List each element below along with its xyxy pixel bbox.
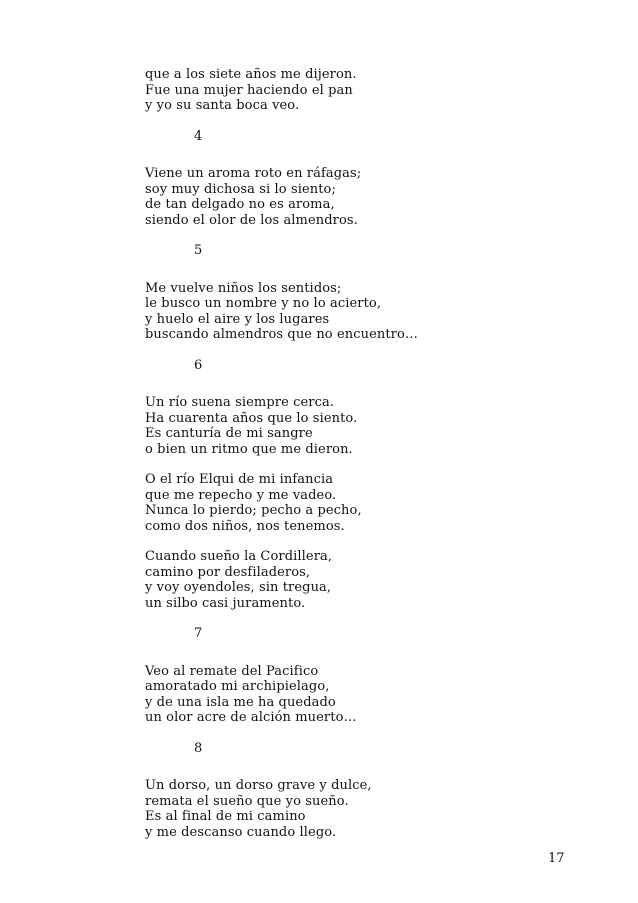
verse-line: o bien un ritmo que me dieron. (145, 441, 353, 457)
verse-line: buscando almendros que no encuentro… (145, 327, 419, 342)
verse-line: Cuando sueño la Cordillera, (145, 549, 333, 564)
verse-line: camino por desfiladeros, (145, 564, 311, 580)
verse-line: como dos niños, nos tenemos. (145, 518, 345, 534)
verse-line: Me vuelve niños los sentidos; (145, 280, 342, 296)
verse-line: soy muy dichosa si lo siento; (145, 181, 336, 197)
section-number: 4 (194, 128, 203, 144)
stanza (145, 664, 565, 726)
stanza (145, 778, 565, 840)
verse-line: que a los siete años me dijeron. (145, 67, 357, 82)
verse-line: y huelo el aire y los lugares (145, 311, 330, 327)
verse-line: Nunca lo pierdo; pecho a pecho, (145, 503, 362, 518)
stanza (145, 67, 565, 114)
verse-line: que me repecho y me vadeo. (145, 487, 337, 503)
verse-line: un olor acre de alción muerto… (145, 710, 357, 725)
verse-line: y yo su santa boca veo. (145, 98, 300, 113)
verse-line: un silbo casi juramento. (145, 595, 306, 611)
stanza (145, 549, 565, 611)
verse-line: de tan delgado no es aroma, (145, 197, 335, 212)
verse-line: Viene un aroma roto en ráfagas; (145, 166, 362, 181)
verse-line: le busco un nombre y no lo acierto, (145, 296, 382, 311)
verse-line: Es canturía de mi sangre (145, 426, 313, 441)
verse-line: y me descanso cuando llego. (145, 824, 337, 840)
stanza (145, 166, 565, 228)
verse-line: Ha cuarenta años que lo siento. (145, 410, 358, 426)
section-number: 5 (194, 243, 203, 258)
stanza (145, 395, 565, 457)
section-number: 8 (194, 740, 203, 756)
stanza (145, 281, 565, 343)
verse-line: Un dorso, un dorso grave y dulce, (145, 778, 372, 793)
page-number: 17 (548, 851, 565, 866)
verse-line: O el río Elqui de mi infancia (145, 472, 334, 487)
verse-line: remata el sueño que yo sueño. (145, 793, 349, 809)
verse-line: siendo el olor de los almendros. (145, 212, 358, 228)
verse-line: y voy oyendoles, sin tregua, (145, 580, 332, 595)
section-number: 7 (194, 626, 203, 641)
verse-line: Es al final de mi camino (145, 809, 306, 824)
verse-line: Fue una mujer haciendo el pan (145, 82, 353, 98)
section-number: 6 (194, 357, 203, 373)
verse-line: amoratado mi archipielago, (145, 679, 330, 694)
verse-line: Un río suena siempre cerca. (145, 395, 335, 410)
poem-body (145, 67, 565, 855)
verse-line: y de una isla me ha quedado (145, 694, 336, 710)
stanza (145, 472, 565, 534)
verse-line: Veo al remate del Pacifico (145, 663, 319, 679)
